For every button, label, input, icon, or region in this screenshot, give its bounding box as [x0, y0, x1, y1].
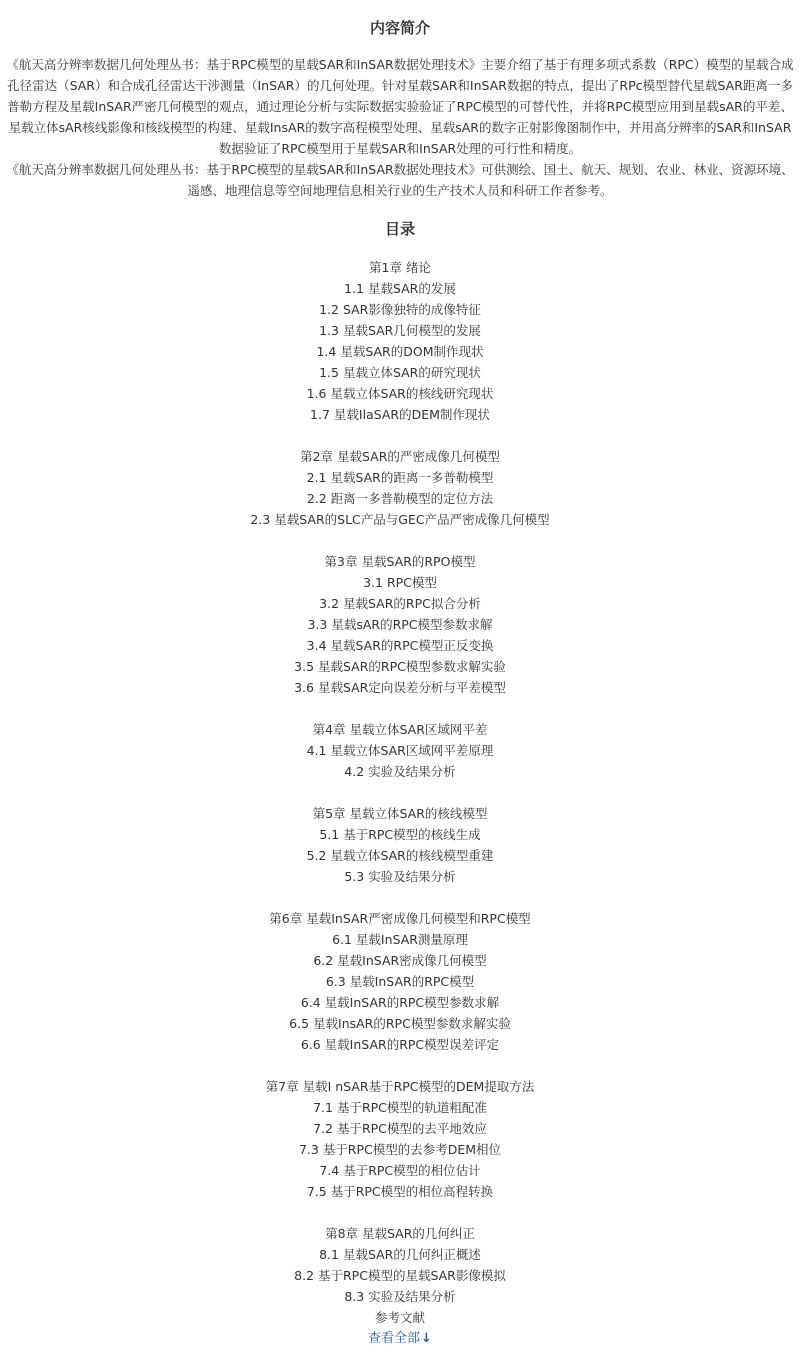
toc-section-item: 1.7 星载IlaSAR的DEM制作现状 [310, 407, 490, 422]
toc-section-item: 6.5 星载InsAR的RPC模型参数求解实验 [289, 1016, 511, 1031]
intro-heading: 内容简介 [369, 19, 430, 37]
toc-section-item: 8.1 星载SAR的几何纠正概述 [319, 1247, 481, 1262]
toc-section-item: 1.2 SAR影像独特的成像特征 [319, 302, 481, 317]
table-of-contents [0, 257, 800, 1328]
toc-section-item: 6.6 星载InSAR的RPC模型误差评定 [300, 1037, 500, 1052]
toc-heading: 目录 [384, 220, 415, 238]
toc-section-item: 2.1 星载SAR的距离一多普勒模型 [306, 470, 494, 485]
toc-section-item: 参考文献 [374, 1310, 425, 1325]
toc-chapter [0, 803, 800, 887]
toc-chapter-title: 第2章 星载SAR的严密成像几何模型 [300, 449, 500, 464]
toc-chapter-title: 第3章 星载SAR的RPO模型 [324, 554, 476, 569]
toc-chapter [0, 257, 800, 425]
toc-chapter [0, 719, 800, 782]
toc-section-item: 1.1 星载SAR的发展 [344, 281, 456, 296]
toc-chapter [0, 1076, 800, 1202]
toc-chapter-title: 第5章 星载立体SAR的核线模型 [312, 806, 488, 821]
toc-chapter [0, 908, 800, 1055]
toc-section-item: 2.2 距离一多普勒模型的定位方法 [306, 491, 494, 506]
toc-section-item: 7.1 基于RPC模型的轨道粗配准 [313, 1100, 487, 1115]
toc-section-item: 7.5 基于RPC模型的相位高程转换 [306, 1184, 494, 1199]
toc-section-item: 3.3 星载sAR的RPC模型参数求解 [307, 617, 493, 632]
toc-section-item: 1.5 星载立体SAR的研究现状 [319, 365, 481, 380]
toc-section-item: 8.2 基于RPC模型的星载SAR影像模拟 [294, 1268, 506, 1283]
toc-section-item: 3.5 星载SAR的RPC模型参数求解实验 [294, 659, 506, 674]
intro-section [0, 54, 800, 201]
toc-section-item: 3.2 星载SAR的RPC拟合分析 [319, 596, 481, 611]
toc-section-item: 6.4 星载InSAR的RPC模型参数求解 [300, 995, 500, 1010]
toc-chapter-title: 第7章 星载I nSAR基于RPC模型的DEM提取方法 [265, 1079, 535, 1094]
arrow-down-icon: ↓ [421, 1331, 432, 1346]
toc-section-item: 3.1 RPC模型 [363, 575, 437, 590]
toc-section-item: 5.1 基于RPC模型的核线生成 [319, 827, 481, 842]
toc-section-item: 7.3 基于RPC模型的去参考DEM相位 [298, 1142, 502, 1157]
toc-section-item: 1.6 星载立体SAR的核线研究现状 [306, 386, 494, 401]
toc-section-item: 6.3 星载InSAR的RPC模型 [325, 974, 475, 989]
toc-section-item: 2.3 星载SAR的SLC产品与GEC产品严密成像几何模型 [250, 512, 550, 527]
view-all-label: 查看全部 [368, 1331, 421, 1346]
toc-chapter-title: 第1章 绪论 [369, 260, 431, 275]
toc-chapter-title: 第8章 星载SAR的几何纠正 [325, 1226, 475, 1241]
toc-section-item: 4.2 实验及结果分析 [344, 764, 456, 779]
intro-paragraph-1: 《航天高分辨率数据几何处理丛书：基于RPC模型的星载SAR和InSAR数据处理技术》主要介绍了基于有理多项式系数（RPC）模型的星载合成孔径雷达（SAR）和合成孔径雷达干涉测量（InSAR）的几何处理。针对星载SAR和InSAR数据的特点，提出了RPc模型替代星载SAR距离一多普勒方程及星载InSAR严密几何模型的观点，通过理论分析与实际数据实验验证了RPC模型的可替代性，并将RPC模型应用到星载sAR的平差、星载立体sAR核线影像和核线模型的构建、星载InsAR的数字高程模型处理、星载sAR的数字正射影像图制作中，并用高分辨率的SAR和InSAR数据验证了RPC模型用于星载SAR和InSAR处理的可行性和精度。 [6, 57, 794, 156]
toc-chapter [0, 1223, 800, 1328]
view-all-link[interactable] [0, 1328, 800, 1349]
toc-section-item: 6.2 星载InSAR密成像几何模型 [313, 953, 487, 968]
toc-chapter-title: 第4章 星载立体SAR区域网平差 [312, 722, 488, 737]
toc-chapter [0, 446, 800, 530]
toc-chapter-title: 第6章 星载InSAR严密成像几何模型和RPC模型 [269, 911, 531, 926]
toc-section-item: 7.2 基于RPC模型的去平地效应 [313, 1121, 487, 1136]
toc-section-item: 1.4 星载SAR的DOM制作现状 [316, 344, 484, 359]
toc-section-item: 3.6 星载SAR定向误差分析与平差模型 [294, 680, 506, 695]
toc-section-item: 8.3 实验及结果分析 [344, 1289, 456, 1304]
toc-section-item: 5.2 星载立体SAR的核线模型重建 [306, 848, 494, 863]
toc-section-item: 1.3 星载SAR几何模型的发展 [319, 323, 481, 338]
toc-chapter [0, 551, 800, 698]
toc-section-item: 3.4 星载SAR的RPC模型正反变换 [306, 638, 494, 653]
intro-paragraph-2: 《航天高分辨率数据几何处理丛书：基于RPC模型的星载SAR和InSAR数据处理技术》可供测绘、国土、航天、规划、农业、林业、资源环境、遥感、地理信息等空间地理信息相关行业的生产技术人员和科研工作者参考。 [6, 162, 794, 198]
toc-section-item: 7.4 基于RPC模型的相位估计 [319, 1163, 481, 1178]
toc-section-item: 4.1 星载立体SAR区域网平差原理 [306, 743, 494, 758]
toc-section-item: 6.1 星载InSAR测量原理 [332, 932, 468, 947]
toc-section-item: 5.3 实验及结果分析 [344, 869, 456, 884]
